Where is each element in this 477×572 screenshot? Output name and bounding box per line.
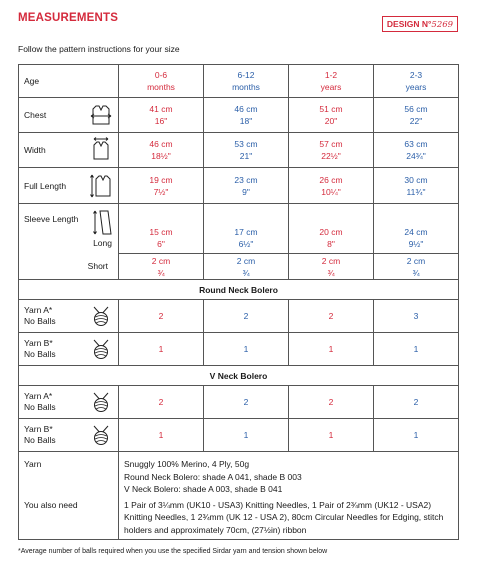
size-header-row (19, 65, 459, 98)
cardigan-length-icon (88, 172, 114, 200)
measurements-table (18, 64, 459, 540)
yarn-line-3: V Neck Bolero: shade A 003, shade B 041 (124, 484, 283, 494)
round-yarn-b-row: Yarn B* No Balls 1 1 1 1 (19, 333, 459, 366)
sleeve-long-row: Sleeve Length Long 15 cm 6" 17 cm 6½" 20 cm 8" 24 cm 9½" (19, 204, 459, 254)
full-length-row: Full Length 19 cm 7½" 23 cm 9" 26 cm 10¼" 30 cm 11¾" (19, 168, 459, 204)
sleeve-length-label: Sleeve Length (24, 214, 79, 224)
v-neck-title: V Neck Bolero (19, 366, 459, 386)
full-length-label: Full Length (24, 180, 67, 191)
yarn-info-row (19, 452, 459, 540)
v-yarn-b-row: Yarn B* No Balls 1 1 1 1 (19, 419, 459, 452)
round-neck-section-row (19, 280, 459, 300)
yarn-ball-icon (90, 305, 112, 327)
sleeve-short-label: Short (19, 254, 119, 280)
size-col-3: 1-2 years (289, 65, 374, 98)
design-number-badge (382, 16, 458, 32)
cardigan-width-icon (88, 137, 114, 163)
round-yarn-a-row: Yarn A* No Balls 2 2 2 3 (19, 300, 459, 333)
width-row: Width 46 cm 18½" 53 cm 21" 57 cm 22½" 63 cm 24¾" (19, 133, 459, 168)
width-label: Width (24, 145, 46, 155)
yarn-ball-icon (90, 391, 112, 413)
need-info-label: You also need (24, 499, 78, 510)
v-neck-section-row (19, 366, 459, 386)
page-title: MEASUREMENTS (18, 12, 119, 24)
age-label: Age (19, 65, 119, 98)
yarn-ball-icon (90, 338, 112, 360)
footnote: *Average number of balls required when you use the specified Sirdar yarn and tension shown below (18, 548, 328, 555)
chest-label: Chest (24, 110, 47, 120)
yarn-info-label: Yarn (24, 459, 42, 469)
cardigan-chest-icon (88, 103, 114, 127)
sleeve-icon (88, 208, 114, 238)
round-neck-title: Round Neck Bolero (19, 280, 459, 300)
design-number: 5269 (431, 20, 454, 30)
size-col-1: 0-6 months (119, 65, 204, 98)
sleeve-short-row: Short 2 cm ¾ 2 cm ¾ 2 cm ¾ 2 cm ¾ (19, 254, 459, 280)
yarn-line-1: Snuggly 100% Merino, 4 Ply, 50g (124, 459, 250, 469)
v-yarn-a-row: Yarn A* No Balls 2 2 2 2 (19, 386, 459, 419)
subtitle: Follow the pattern instructions for your size (18, 44, 180, 54)
chest-row: Chest 41 cm 16" 46 cm 18" 51 cm 20" 56 cm 22" (19, 98, 459, 133)
size-col-4: 2-3 years (374, 65, 459, 98)
need-text: 1 Pair of 3¼mm (UK10 - USA3) Knitting Needles, 1 Pair of 2¾mm (UK12 - USA2) Knitting Needles, 1 2¾mm (UK 12 - USA 2), 80cm Circular Needles for Edging, stitch holders and approximately 70cm, (27½in) ribbon (124, 499, 444, 535)
yarn-ball-icon (90, 424, 112, 446)
sleeve-long-label: Long (93, 238, 112, 248)
yarn-line-2: Round Neck Bolero: shade A 041, shade B 003 (124, 471, 302, 482)
design-prefix: DESIGN N° (386, 19, 432, 29)
size-col-2: 6-12 months (204, 65, 289, 98)
